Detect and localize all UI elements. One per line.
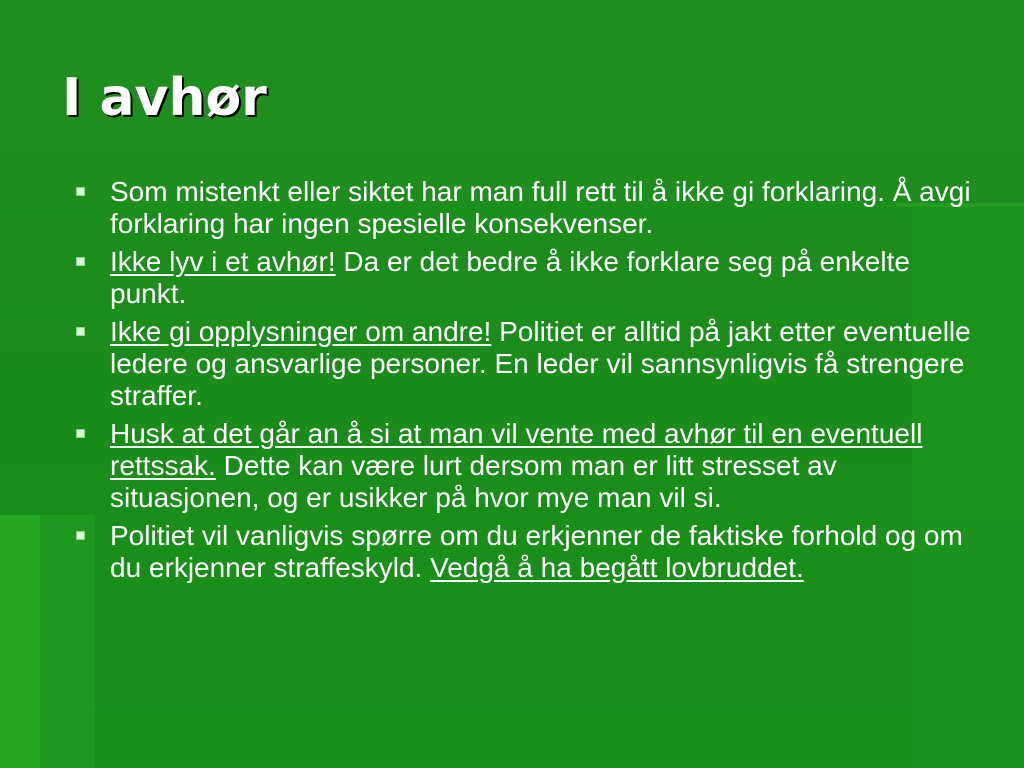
bullet-underlined-text: Husk at det går an å si at man vil vente med avhør til en eventuell rettssak.	[110, 418, 923, 481]
square-bullet-icon	[76, 429, 85, 438]
background-panel-left	[0, 515, 40, 768]
square-bullet-icon	[76, 531, 85, 540]
bullet-list	[76, 176, 976, 590]
square-bullet-icon	[76, 257, 85, 266]
bullet-item-5	[76, 520, 976, 584]
bullet-item-4	[76, 418, 976, 514]
square-bullet-icon	[76, 187, 85, 196]
square-bullet-icon	[76, 327, 85, 336]
bullet-text: Som mistenkt eller siktet har man full rett til å ikke gi forklaring. Å avgi forklaring har ingen spesielle konsekvenser.	[110, 176, 971, 239]
bullet-item-3	[76, 316, 976, 412]
bullet-item-2	[76, 246, 976, 310]
bullet-text: Dette kan være lurt dersom man er litt stresset av situasjonen, og er usikker på hvor mye man vil si.	[110, 450, 837, 513]
bullet-underlined-text: Vedgå å ha begått lovbruddet.	[430, 552, 804, 583]
bullet-text: Politiet er alltid på jakt etter eventuelle ledere og ansvarlige personer. En leder vil sannsynligvis få strengere straffer.	[110, 316, 971, 411]
bullet-underlined-text: Ikke gi opplysninger om andre!	[110, 316, 492, 347]
bullet-item-1	[76, 176, 976, 240]
bullet-text: Da er det bedre å ikke forklare seg på enkelte punkt.	[110, 246, 910, 309]
slide-title: I avhør	[62, 68, 267, 128]
bullet-text: Politiet vil vanligvis spørre om du erkjenner de faktiske forhold og om du erkjenner straffeskyld.	[110, 520, 963, 583]
bullet-underlined-text: Ikke lyv i et avhør!	[110, 246, 336, 277]
